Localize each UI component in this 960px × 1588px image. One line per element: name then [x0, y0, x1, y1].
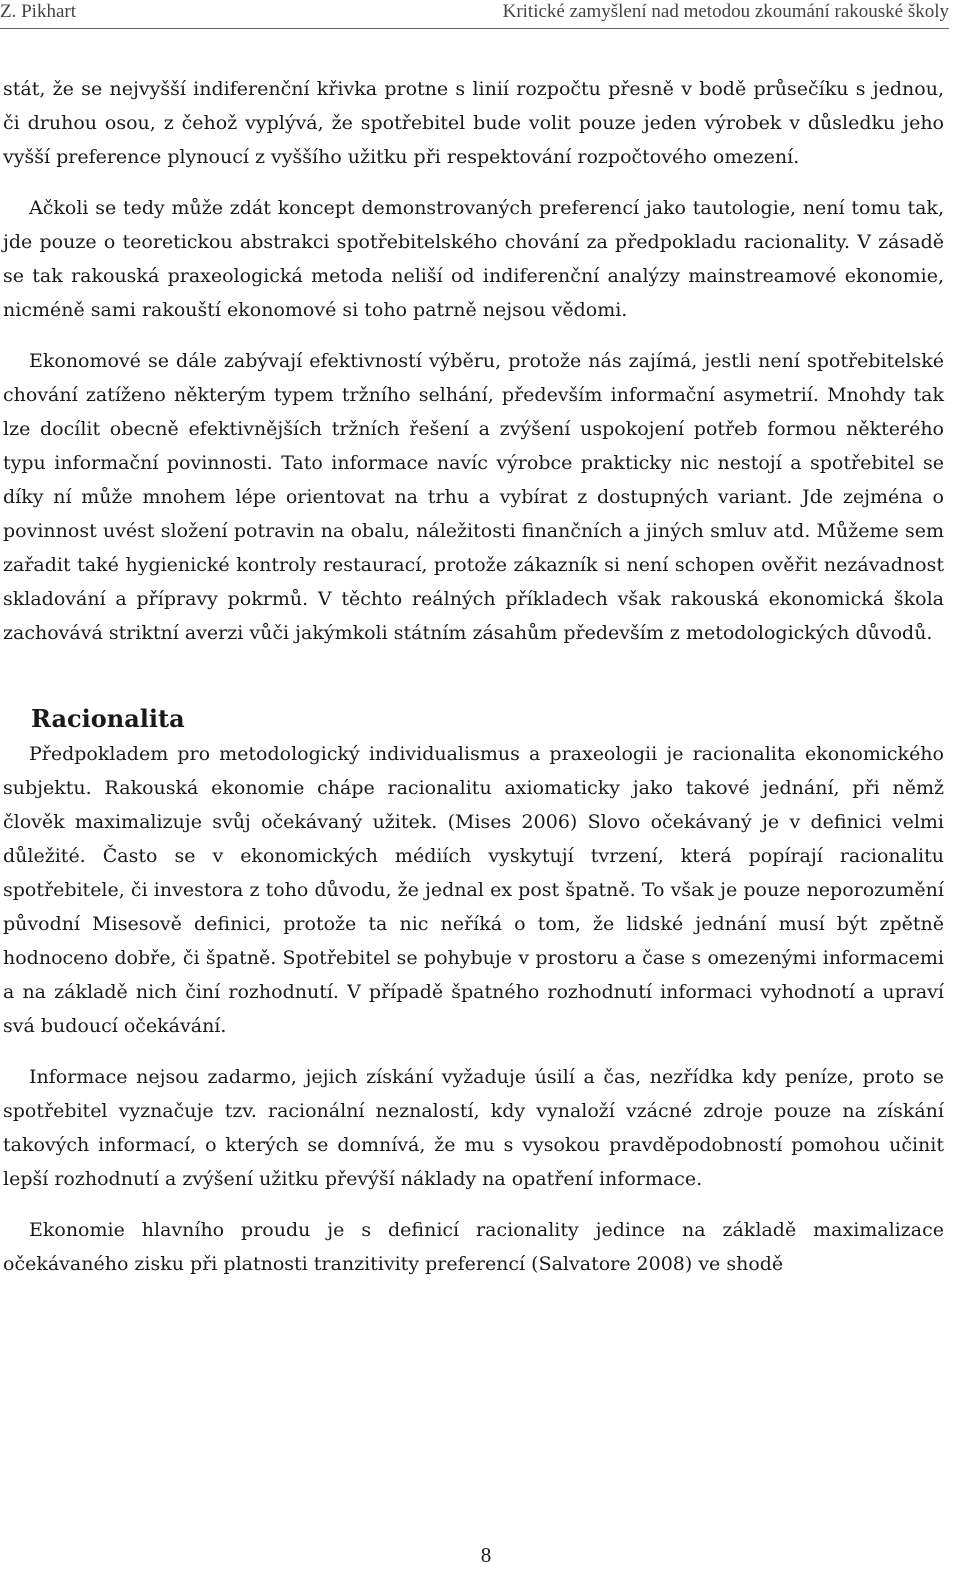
paragraph: Informace nejsou zadarmo, jejich získání vyžaduje úsilí a čas, nezřídka kdy peníze, proto se spotřebitel vyznačuje tzv. racionální neznalostí, kdy vynaloží vzácné zdroje pouze na získání takových informací, o kterých se domnívá, že mu s vysokou pravděpodobností pomohou učinit lepší rozhodnutí a zvýšení užitku převýší náklady na opatření informace.: [3, 1066, 944, 1190]
header-title: Kritické zamyšlení nad metodou zkoumání rakouské školy: [502, 1, 949, 22]
paragraph: Ačkoli se tedy může zdát koncept demonstrovaných preferencí jako tautologie, není tomu tak, jde pouze o teoretickou abstrakci spotřebitelského chování za předpokladu racionality. V zásadě se tak rakouská praxeologická metoda neliší od indiferenční analýzy mainstreamové ekonomie, nicméně sami rakouští ekonomové si toho patrně nejsou vědomi.: [3, 197, 944, 321]
paragraph: Předpokladem pro metodologický individualismus a praxeologii je racionalita ekonomického subjektu. Rakouská ekonomie chápe racionalitu axiomaticky jako takové jednání, při němž člověk maximalizuje svůj očekávaný užitek. (Mises 2006) Slovo očekávaný je v definici velmi důležité. Často se v ekonomických médiích vyskytují tvrzení, která popírají racionalitu spotřebitele, či investora z toho důvodu, že jednal ex post špatně. To však je pouze neporozumění původní Misesově definici, protože ta nic neříká o tom, že lidské jednání musí být zpětně hodnoceno dobře, či špatně. Spotřebitel se pohybuje v prostoru a čase s omezenými informacemi a na základě nich činí rozhodnutí. V případě špatného rozhodnutí informaci vyhodnotí a upraví svá budoucí očekávání.: [3, 743, 944, 1037]
running-header: [0, 1, 949, 27]
paragraph: Ekonomie hlavního proudu je s definicí racionality jedince na základě maximalizace očekávaného zisku při platnosti tranzitivity preferencí (Salvatore 2008) ve shodě: [3, 1219, 944, 1275]
section-heading: Racionalita: [31, 704, 185, 733]
page-number: 8: [480, 1543, 492, 1567]
header-author: Z. Pikhart: [0, 1, 76, 22]
paragraph: Ekonomové se dále zabývají efektivností výběru, protože nás zajímá, jestli není spotřebitelské chování zatíženo některým typem tržního selhání, především informační asymetrií. Mnohdy tak lze docílit obecně efektivnějších tržních řešení a zvýšení uspokojení potřeb formou některého typu informační povinnosti. Tato informace navíc výrobce prakticky nic nestojí a spotřebitel se díky ní může mnohem lépe orientovat na trhu a vybírat z dostupných variant. Jde zejména o povinnost uvést složení potravin na obalu, náležitosti finančních a jiných smluv atd. Můžeme sem zařadit také hygienické kontroly restaurací, protože zákazník si není schopen ověřit nezávadnost skladování a přípravy pokrmů. V těchto reálných příkladech však rakouská ekonomická škola zachovává striktní averzi vůči jakýmkoli státním zásahům především z metodologických důvodů.: [3, 350, 944, 644]
header-rule: [0, 28, 949, 29]
body-text: [3, 72, 944, 1281]
paragraph: stát, že se nejvyšší indiferenční křivka protne s linií rozpočtu přesně v bodě průsečíku s jednou, či druhou osou, z čehož vyplývá, že spotřebitel bude volit pouze jeden výrobek v důsledku jeho vyšší preference plynoucí z vyššího užitku při respektování rozpočtového omezení.: [3, 78, 944, 168]
